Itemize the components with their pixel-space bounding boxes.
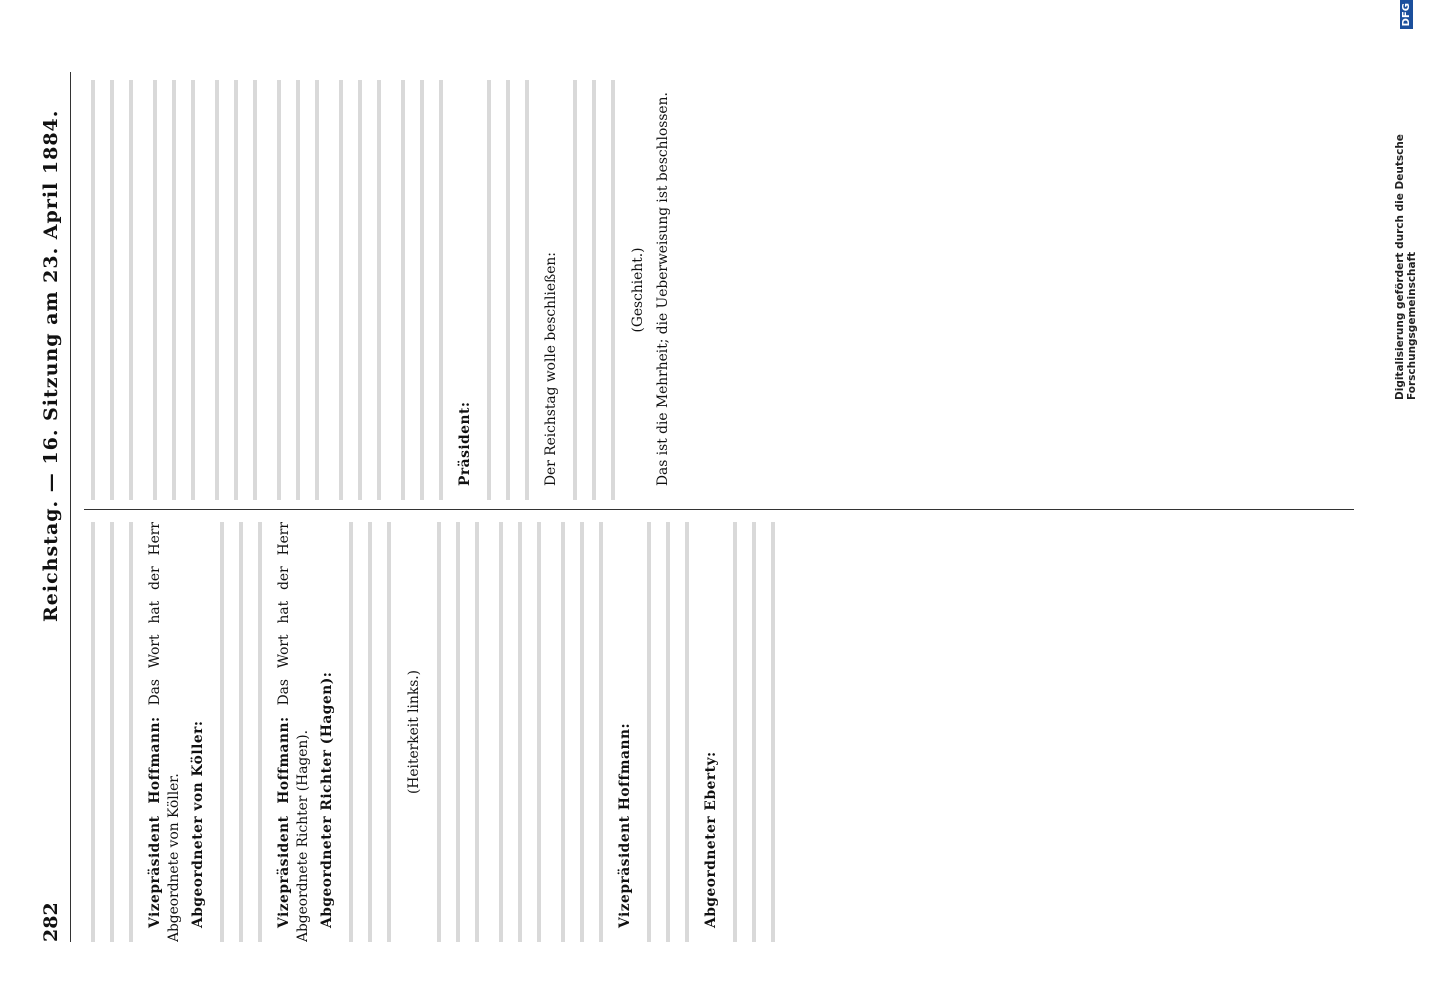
illegible-passage <box>84 522 141 942</box>
illegible-passage <box>394 80 451 500</box>
header-rule <box>70 72 71 942</box>
paragraph: Vizepräsident Hoffmann: Das Wort hat der Herr Abgeordnete von Köller. <box>147 522 182 942</box>
illegible-passage <box>84 80 141 500</box>
paragraph <box>616 522 635 942</box>
illegible-passage <box>492 522 549 942</box>
speaker-name: Abgeordneter Richter (Hagen): <box>319 671 335 928</box>
speaker-name: Abgeordneter von Köller: <box>190 720 206 928</box>
speaker-name: Abgeordneter Eberty: <box>703 751 719 928</box>
column-divider <box>84 509 1354 510</box>
stage-direction: (Geschieht.) <box>630 247 646 333</box>
illegible-passage <box>566 80 623 500</box>
paragraph <box>456 80 475 500</box>
dfg-logo: DFG <box>1400 0 1413 29</box>
stage-direction: (Heiterkeit links.) <box>406 669 422 795</box>
speaker-name: Präsident: <box>457 401 473 486</box>
illegible-passage <box>430 522 487 942</box>
paragraph <box>702 522 721 942</box>
digitization-note: Digitalisierung gefördert durch die Deutsche Forschungsgemeinschaft <box>1394 134 1418 400</box>
illegible-passage <box>480 80 537 500</box>
illegible-passage <box>270 80 327 500</box>
right-column <box>84 80 1354 500</box>
illegible-passage <box>640 522 697 942</box>
left-column <box>84 522 1354 942</box>
speaker-name: Vizepräsident Hoffmann: <box>147 716 163 928</box>
digitization-credit <box>1388 0 1424 400</box>
illegible-passage <box>208 80 265 500</box>
illegible-passage <box>213 522 270 942</box>
speaker-name: Vizepräsident Hoffmann: <box>617 722 633 928</box>
page-number: 282 <box>40 902 62 942</box>
paragraph <box>189 522 208 942</box>
paragraph: Vizepräsident Hoffmann: Das Wort hat der Herr Abgeordnete Richter (Hagen). <box>276 522 311 942</box>
illegible-passage <box>726 522 783 942</box>
paragraph: Der Reichstag wolle beschließen: <box>543 252 559 486</box>
illegible-passage <box>332 80 389 500</box>
illegible-passage <box>554 522 611 942</box>
illegible-passage <box>342 522 399 942</box>
speaker-name: Vizepräsident Hoffmann: <box>276 716 292 928</box>
page-title: Reichstag. — 16. Sitzung am 23. April 1884. <box>40 109 62 622</box>
illegible-passage <box>146 80 203 500</box>
paragraph <box>318 522 337 942</box>
page-header <box>40 82 66 942</box>
paragraph: Das ist die Mehrheit; die Ueberweisung ist beschlossen. <box>655 92 671 486</box>
